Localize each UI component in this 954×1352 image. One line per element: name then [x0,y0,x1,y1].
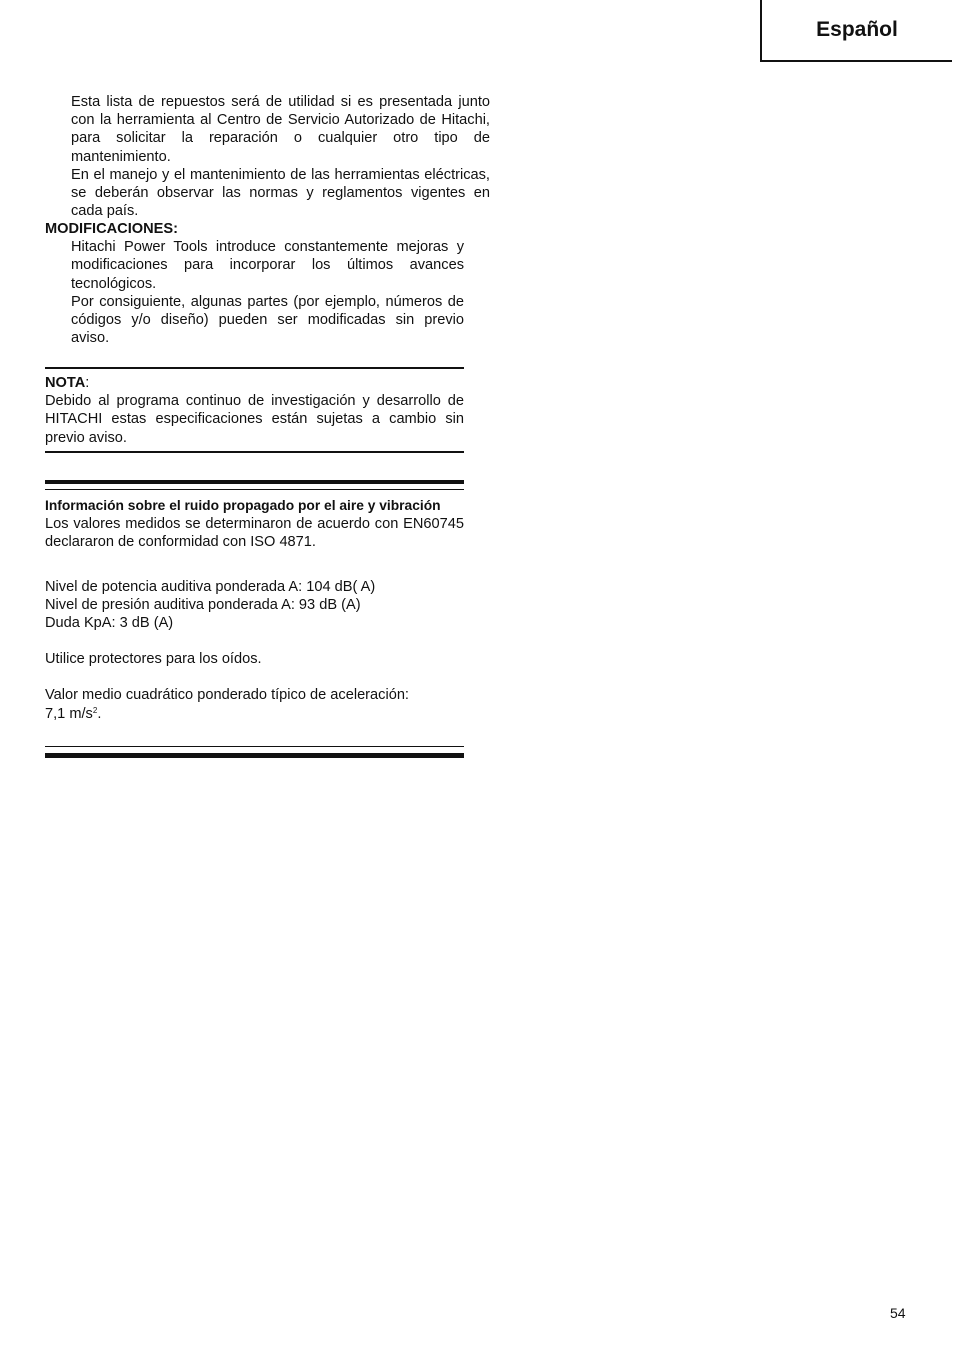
note-bottom-rule [45,451,464,453]
noise-top-rule-thick [45,480,464,484]
vibration-label: Valor medio cuadrático ponderado típico de aceleración: [45,687,409,704]
parts-list-paragraph-2: En el manejo y el mantenimiento de las herramientas eléctricas, se deberán observar las normas y reglamentos vigentes en cada país. [71,166,490,220]
language-tab [760,0,952,62]
note-top-rule [45,367,464,369]
note-box [45,374,464,447]
note-heading: NOTA [45,375,86,391]
note-text: Debido al programa continuo de investigación y desarrollo de HITACHI estas especificaciones están sujetas a cambio sin previo aviso. [45,393,464,446]
vibration-exponent: 2 [92,705,98,715]
modifications-section [45,220,464,347]
modifications-paragraph-1: Hitachi Power Tools introduce constantemente mejoras y modificaciones para incorporar los últimos avances tecnológicos. [71,239,464,292]
vibration-value: 7,1 $m/s^2$. [45,705,102,722]
parts-list-paragraph-1: Esta lista de repuestos será de utilidad si es presentada junto con la herramienta al Centro de Servicio Autorizado de Hitachi, para solicitar la reparación o cualquier otro tipo de mantenimiento. [71,94,490,165]
language-label: Español [816,18,898,41]
modifications-heading: MODIFICACIONES: [45,221,178,237]
modifications-paragraph-2: Por consiguiente, algunas partes (por ejemplo, números de códigos y/o diseño) pueden ser modificadas sin previo aviso. [71,293,464,347]
noise-bottom-rule-thick [45,753,464,758]
parts-list-section [45,93,490,220]
page-number: 54 [890,1305,906,1321]
noise-heading: Información sobre el ruido propagado por el aire y vibración [45,498,441,513]
noise-top-rule-thin [45,489,464,490]
noise-bottom-rule-thin [45,746,464,747]
noise-section [45,497,464,723]
note-colon: : [85,375,90,391]
ear-protection-note: Utilice protectores para los oídos. [45,651,262,668]
sound-pressure-level: Nivel de presión auditiva ponderada A: 93 dB (A) [45,596,361,613]
uncertainty-kpa: Duda KpA: 3 dB (A) [45,615,174,632]
noise-intro: Los valores medidos se determinaron de acuerdo con EN60745 declararon de conformidad con ISO 4871. [45,516,464,551]
sound-power-level: Nivel de potencia auditiva ponderada A: 104 dB( A) [45,578,376,595]
